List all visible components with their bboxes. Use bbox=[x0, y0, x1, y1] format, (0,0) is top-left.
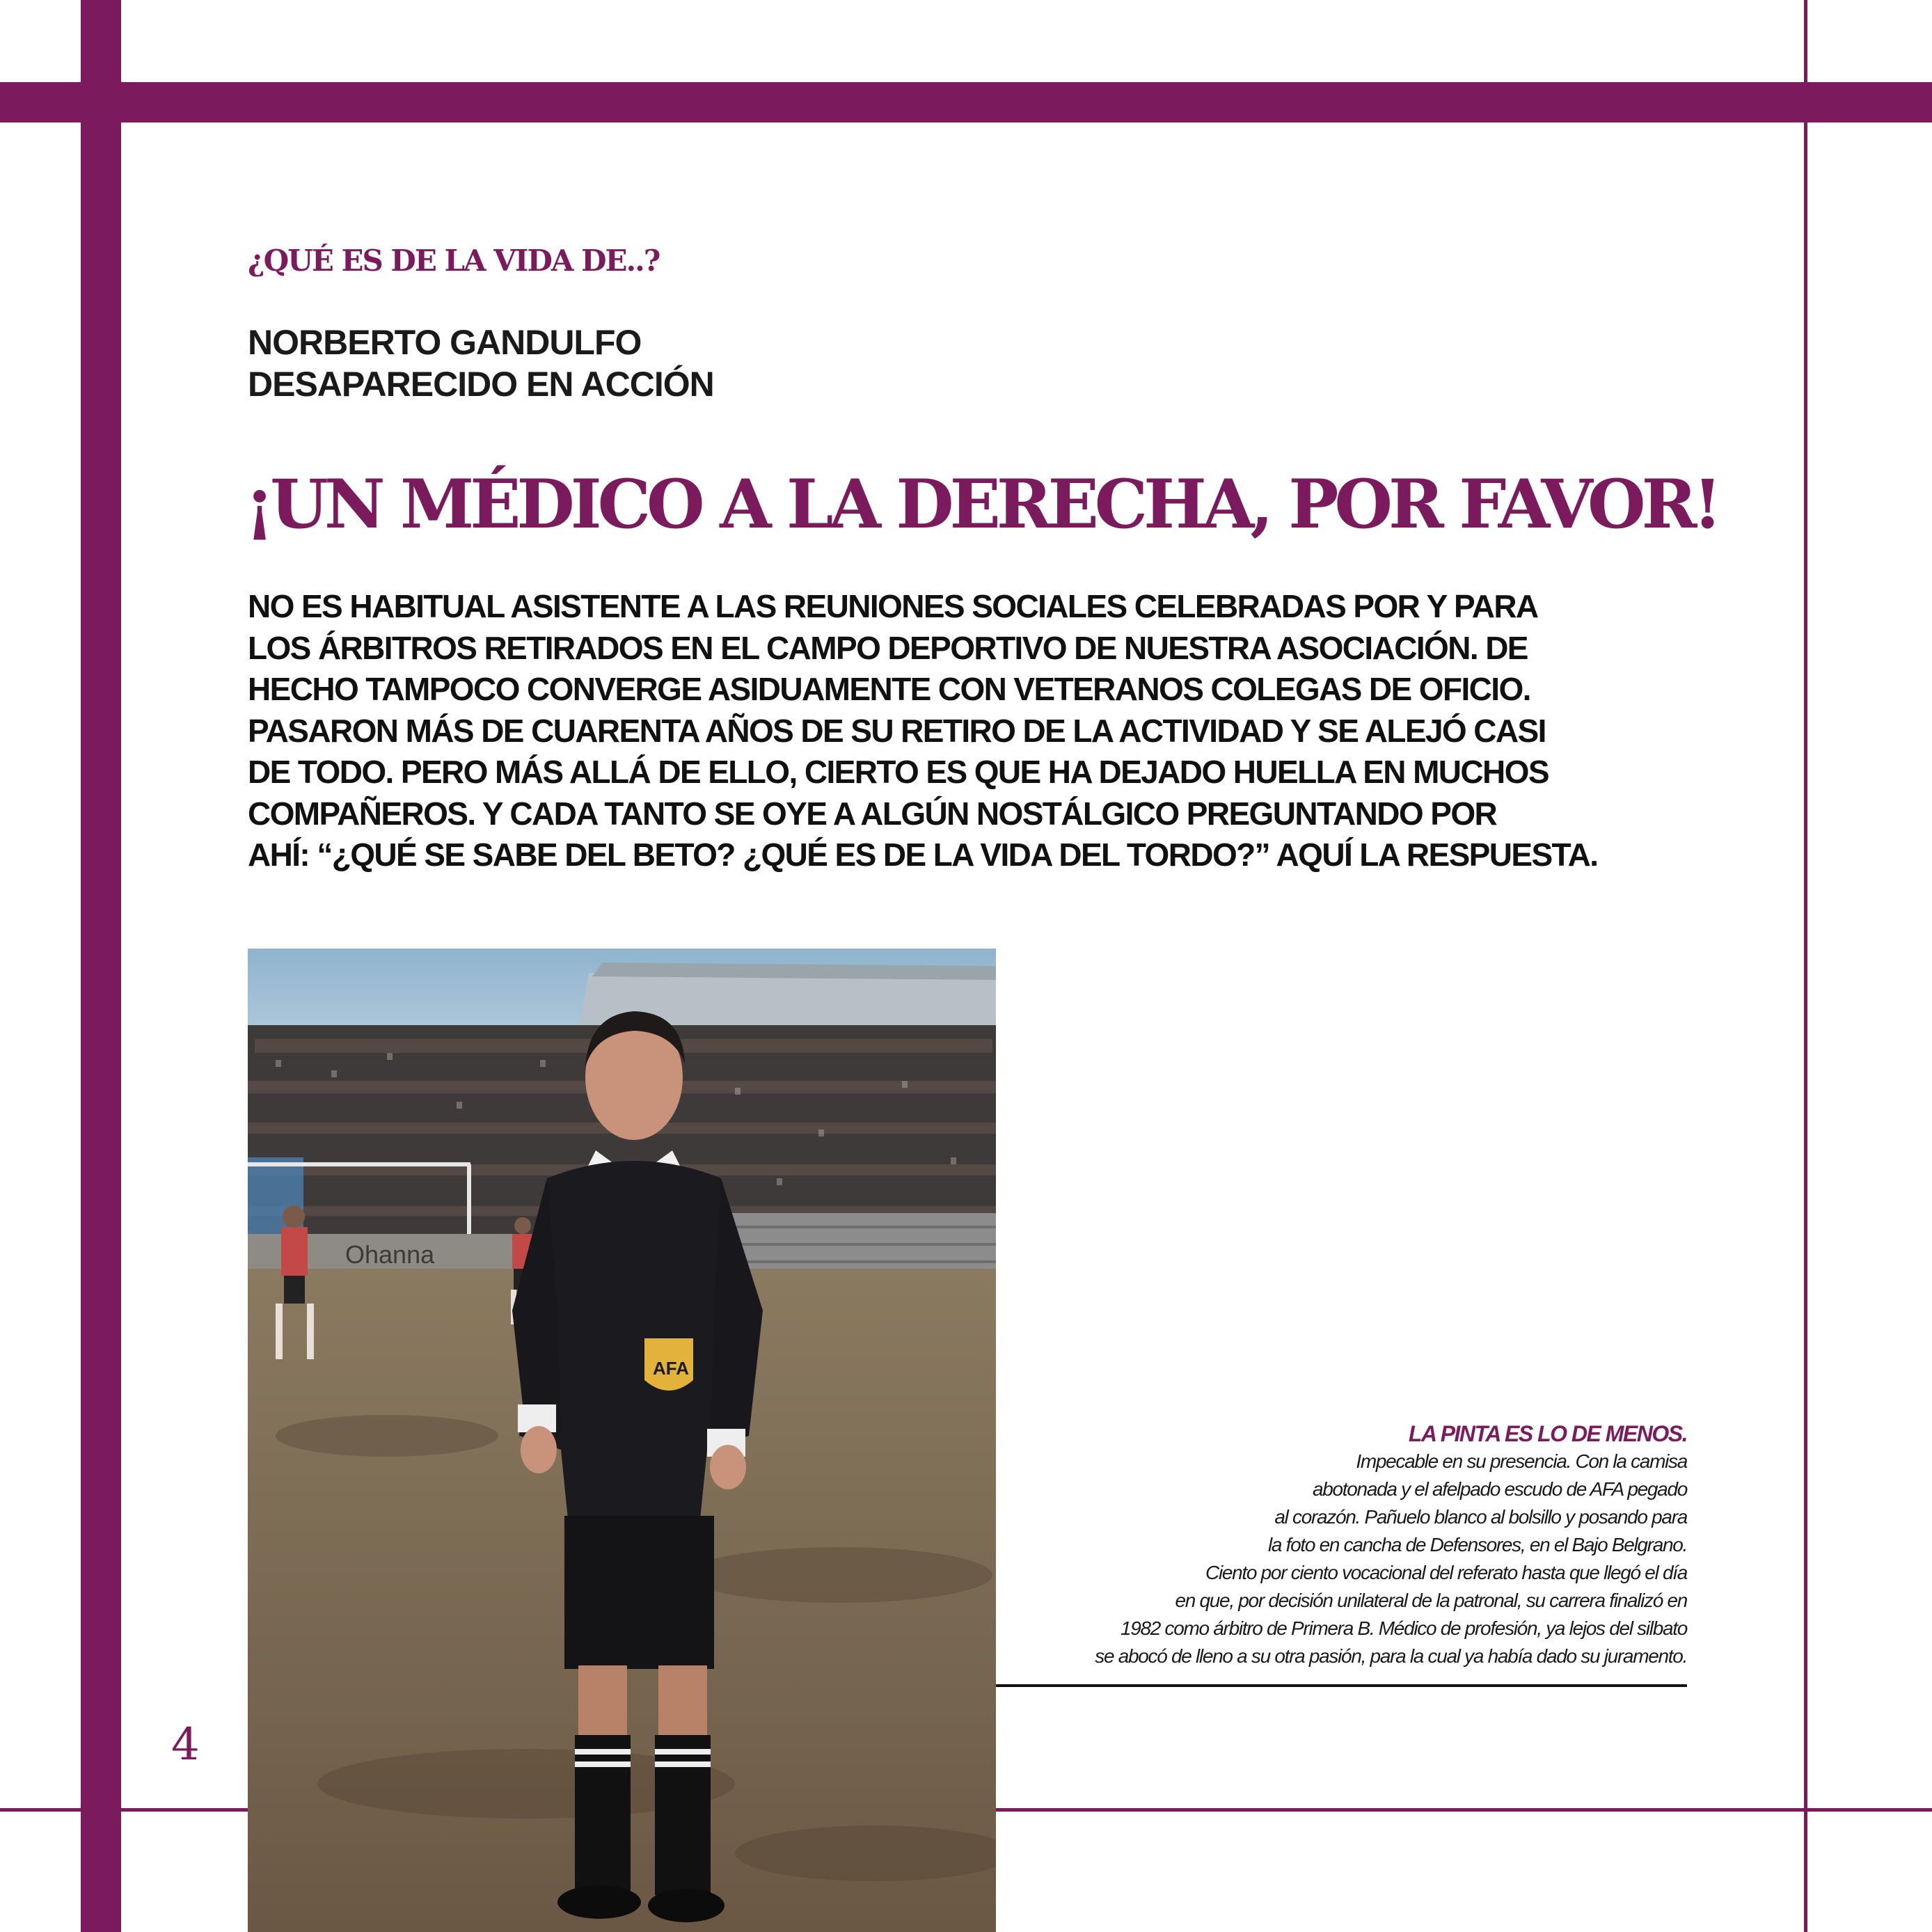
frame-left-bar bbox=[81, 0, 121, 1932]
referee-photo bbox=[248, 949, 996, 1932]
frame-right-line bbox=[1804, 0, 1807, 1932]
article-intro bbox=[248, 586, 1688, 876]
photo-caption bbox=[991, 1420, 1687, 1670]
intro-line: COMPAÑEROS. Y CADA TANTO SE OYE A ALGÚN NOSTÁLGICO PREGUNTANDO POR bbox=[248, 795, 1497, 832]
caption-line: 1982 como árbitro de Primera B. Médico de profesión, ya lejos del silbato bbox=[1120, 1617, 1687, 1639]
intro-line: HECHO TAMPOCO CONVERGE ASIDUAMENTE CON VETERANOS COLEGAS DE OFICIO. bbox=[248, 671, 1530, 707]
intro-line: NO ES HABITUAL ASISTENTE A LAS REUNIONES SOCIALES CELEBRADAS POR Y PARA bbox=[248, 588, 1538, 624]
page-number: 4 bbox=[171, 1719, 200, 1771]
article-subtitle bbox=[248, 322, 714, 405]
caption-title: LA PINTA ES LO DE MENOS. bbox=[1408, 1421, 1687, 1446]
caption-rule bbox=[996, 1684, 1687, 1687]
subtitle-name: NORBERTO GANDULFO bbox=[248, 323, 642, 362]
caption-line: al corazón. Pañuelo blanco al bolsillo y posando para bbox=[1274, 1506, 1687, 1528]
caption-line: la foto en cancha de Defensores, en el Bajo Belgrano. bbox=[1268, 1534, 1687, 1555]
frame-top-bar bbox=[0, 82, 1932, 122]
stadium-sign: Ohanna bbox=[345, 1240, 435, 1269]
caption-line: en que, por decisión unilateral de la patronal, su carrera finalizó en bbox=[1175, 1590, 1687, 1611]
section-kicker: ¿QUÉ ES DE LA VIDA DE..? bbox=[248, 244, 660, 278]
caption-line: Ciento por ciento vocacional del referato hasta que llegó el día bbox=[1205, 1562, 1687, 1583]
intro-line: PASARON MÁS DE CUARENTA AÑOS DE SU RETIRO DE LA ACTIVIDAD Y SE ALEJÓ CASI bbox=[248, 712, 1546, 749]
caption-line: se abocó de lleno a su otra pasión, para la cual ya había dado su juramento. bbox=[1095, 1645, 1687, 1667]
intro-line: LOS ÁRBITROS RETIRADOS EN EL CAMPO DEPORTIVO DE NUESTRA ASOCIACIÓN. DE bbox=[248, 629, 1528, 666]
caption-line: abotonada y el afelpado escudo de AFA pegado bbox=[1312, 1478, 1687, 1500]
article-headline: ¡UN MÉDICO A LA DERECHA, POR FAVOR! bbox=[245, 465, 1718, 544]
subtitle-tagline: DESAPARECIDO EN ACCIÓN bbox=[248, 365, 714, 404]
intro-line: AHÍ: “¿QUÉ SE SABE DEL BETO? ¿QUÉ ES DE LA VIDA DEL TORDO?” AQUÍ LA RESPUESTA. bbox=[248, 837, 1598, 873]
intro-line: DE TODO. PERO MÁS ALLÁ DE ELLO, CIERTO ES QUE HA DEJADO HUELLA EN MUCHOS bbox=[248, 754, 1549, 790]
afa-badge: AFA bbox=[653, 1358, 689, 1379]
caption-line: Impecable en su presencia. Con la camisa bbox=[1356, 1450, 1687, 1472]
